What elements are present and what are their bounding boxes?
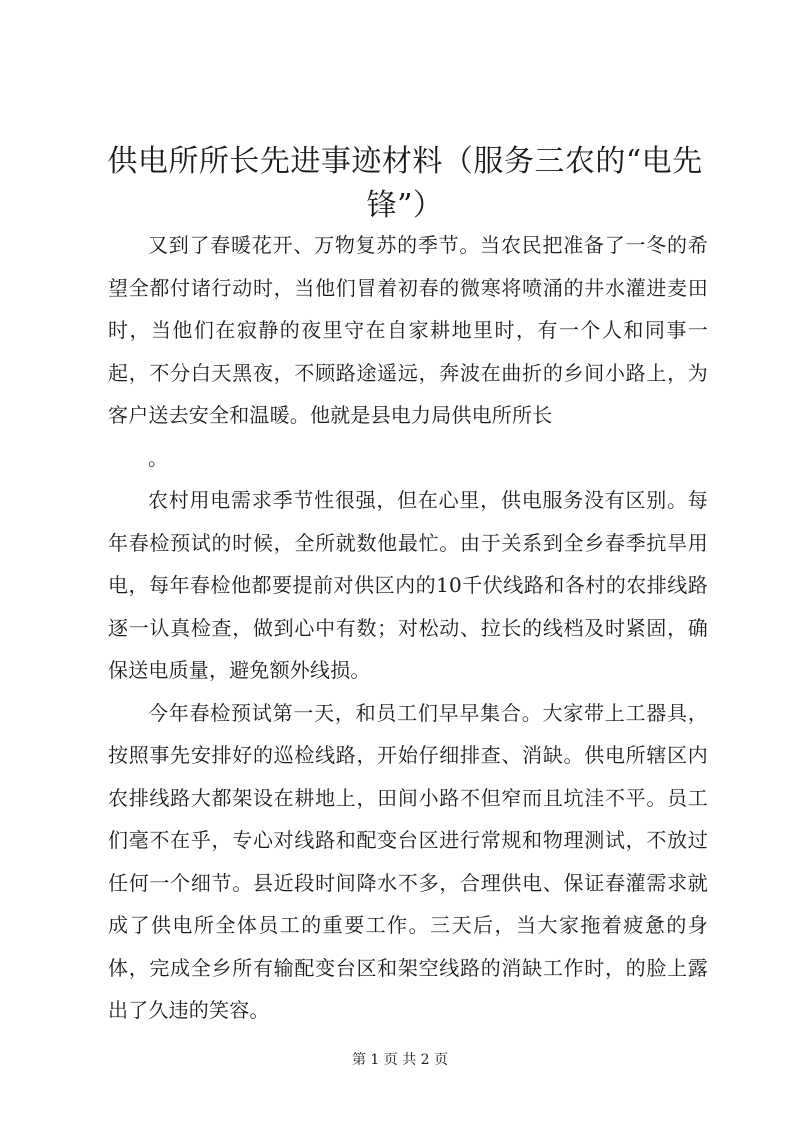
paragraph-2: 农村用电需求季节性很强，但在心里，供电服务没有区别。每年春检预试的时候，全所就数他最忙。由于关系到全乡春季抗旱用电，每年春检他都要提前对供区内的10千伏线路和各村的农排线路逐一认真检查，做到心中有数；对松动、拉长的线档及时紧固，确保送电质量，避免额外线损。 [108, 488, 708, 682]
paragraph-1-trailing-mark: 。 [148, 445, 169, 470]
paragraph-3: 今年春检预试第一天，和员工们早早集合。大家带上工器具，按照事先安排好的巡检线路，开始仔细排查、消缺。供电所辖区内农排线路大都架设在耕地上，田间小路不但窄而且坑洼不平。员工们毫不在乎，专心对线路和配变台区进行常规和物理测试，不放过任何一个细节。县近段时间降水不多，合理供电、保证春灌需求就成了供电所全体员工的重要工作。三天后，当大家拖着疲惫的身体，完成全乡所有输配变台区和架空线路的消缺工作时，的脸上露出了久违的笑容。 [108, 700, 708, 1022]
page-footer: 第 1 页 共 2 页 [351, 1052, 449, 1068]
paragraph-1: 又到了春暖花开、万物复苏的季节。当农民把准备了一冬的希望全都付诸行动时，当他们冒着初春的微寒将喷涌的井水灌进麦田时，当他们在寂静的夜里守在自家耕地里时，有一个人和同事一起，不分白天黑夜，不顾路途遥远，奔波在曲折的乡间小路上，为客户送去安全和温暖。他就是县电力局供电所所长 [108, 233, 708, 427]
document-title: 供电所所长先进事迹材料（服务三农的“电先锋”） [107, 144, 703, 223]
document-body [108, 224, 708, 1032]
